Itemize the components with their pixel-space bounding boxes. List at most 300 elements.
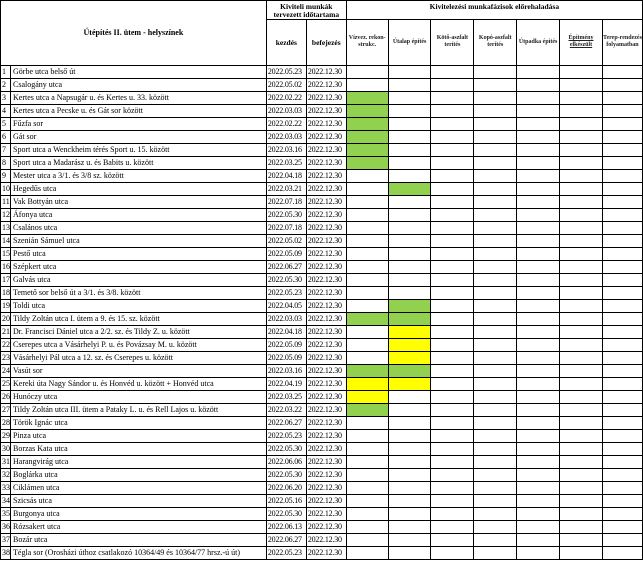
location-cell: Burgonya utca — [11, 507, 267, 520]
phase-status-cell — [560, 338, 603, 351]
row-number: 12 — [1, 208, 11, 221]
phase-status-cell — [602, 468, 642, 481]
row-number: 29 — [1, 429, 11, 442]
phase-status-cell — [560, 390, 603, 403]
phase-status-cell — [388, 195, 431, 208]
table-row — [1, 442, 643, 455]
phase-status-cell — [560, 442, 603, 455]
phase-status-cell — [474, 546, 517, 559]
phase-status-cell — [388, 494, 431, 507]
location-cell: Görbe utca belső út — [11, 65, 267, 78]
phase-status-cell — [346, 364, 388, 377]
table-row — [1, 182, 643, 195]
location-cell: Cserepes utca a Vásárhelyi P. u. és Povázsay M. u. között — [11, 338, 267, 351]
phase-status-cell — [560, 403, 603, 416]
phase-status-cell — [346, 286, 388, 299]
start-date-cell: 2022.05.30 — [266, 507, 306, 520]
table-row — [1, 169, 643, 182]
phase-status-cell — [517, 377, 560, 390]
table-row — [1, 234, 643, 247]
end-date-cell: 2022.12.30 — [306, 182, 346, 195]
start-date-cell: 2022.06.27 — [266, 416, 306, 429]
row-number: 14 — [1, 234, 11, 247]
end-date-cell: 2022.12.30 — [306, 130, 346, 143]
phase-status-cell — [431, 507, 474, 520]
phase-status-cell — [474, 390, 517, 403]
phase-status-cell — [388, 65, 431, 78]
location-cell: Szépkert utca — [11, 260, 267, 273]
phase-status-cell — [388, 208, 431, 221]
phase-status-cell — [560, 130, 603, 143]
phase-status-cell — [560, 546, 603, 559]
location-cell: Boglárka utca — [11, 468, 267, 481]
phase-status-cell — [431, 143, 474, 156]
row-number: 6 — [1, 130, 11, 143]
phase-status-cell — [560, 91, 603, 104]
phase-status-cell — [388, 403, 431, 416]
start-date-cell: 2022.05.30 — [266, 273, 306, 286]
location-cell: Kertes utca a Napsugár u. és Kertes u. 33. között — [11, 91, 267, 104]
table-row — [1, 507, 643, 520]
table-row — [1, 104, 643, 117]
phase-status-cell — [346, 182, 388, 195]
end-date-cell: 2022.12.30 — [306, 156, 346, 169]
row-number: 18 — [1, 286, 11, 299]
phase-status-cell — [431, 481, 474, 494]
location-cell: Pestő utca — [11, 247, 267, 260]
phase-status-cell — [560, 533, 603, 546]
location-cell: Fűzfa sor — [11, 117, 267, 130]
phase-status-cell — [431, 273, 474, 286]
phase-status-cell — [346, 481, 388, 494]
phase-status-cell — [474, 481, 517, 494]
phase-status-cell — [346, 520, 388, 533]
phase-status-cell — [474, 117, 517, 130]
location-cell: Hunóczy utca — [11, 390, 267, 403]
phase-status-cell — [602, 351, 642, 364]
phase-status-cell — [602, 221, 642, 234]
table-row — [1, 273, 643, 286]
phase-status-cell — [431, 234, 474, 247]
phase-status-cell — [431, 416, 474, 429]
phase-status-cell — [346, 299, 388, 312]
table-row — [1, 533, 643, 546]
table-row — [1, 416, 643, 429]
start-date-cell: 2022.06.20 — [266, 481, 306, 494]
phase-status-cell — [388, 143, 431, 156]
phase-status-cell — [431, 494, 474, 507]
phase-status-cell — [388, 481, 431, 494]
end-date-cell: 2022.12.30 — [306, 364, 346, 377]
table-row — [1, 520, 643, 533]
table-row — [1, 247, 643, 260]
phase-status-cell — [388, 286, 431, 299]
end-date-cell: 2022.12.30 — [306, 325, 346, 338]
phase-status-cell — [517, 325, 560, 338]
phase-status-cell — [346, 533, 388, 546]
row-number: 28 — [1, 416, 11, 429]
phase-status-cell — [346, 130, 388, 143]
phase-status-cell — [346, 377, 388, 390]
phase-status-cell — [602, 247, 642, 260]
phase-status-cell — [474, 364, 517, 377]
phase-status-cell — [474, 221, 517, 234]
phase-status-cell — [388, 507, 431, 520]
start-date-cell: 2022.04.05 — [266, 299, 306, 312]
phase-status-cell — [517, 286, 560, 299]
phase-status-cell — [388, 546, 431, 559]
phase-status-cell — [431, 104, 474, 117]
end-date-cell: 2022.12.30 — [306, 299, 346, 312]
start-date-cell: 2022.02.22 — [266, 117, 306, 130]
phase-status-cell — [388, 117, 431, 130]
phase-status-cell — [517, 65, 560, 78]
phase-status-cell — [602, 546, 642, 559]
end-date-cell: 2022.12.30 — [306, 338, 346, 351]
start-date-cell: 2022.06.27 — [266, 533, 306, 546]
phase-status-cell — [517, 338, 560, 351]
phase-status-cell — [517, 104, 560, 117]
end-date-cell: 2022.12.30 — [306, 455, 346, 468]
phase-status-cell — [517, 78, 560, 91]
start-date-cell: 2022.03.03 — [266, 104, 306, 117]
start-date-cell: 2022.04.18 — [266, 325, 306, 338]
phase-status-cell — [602, 338, 642, 351]
phase-status-cell — [602, 143, 642, 156]
start-date-cell: 2022.05.02 — [266, 234, 306, 247]
phase-status-cell — [602, 65, 642, 78]
table-row — [1, 494, 643, 507]
end-date-cell: 2022.12.30 — [306, 416, 346, 429]
table-row — [1, 117, 643, 130]
phase-status-cell — [517, 299, 560, 312]
phase-status-cell — [431, 208, 474, 221]
table-row — [1, 468, 643, 481]
phase-status-cell — [346, 208, 388, 221]
start-date-cell: 2022.03.16 — [266, 364, 306, 377]
row-number: 4 — [1, 104, 11, 117]
phase-status-cell — [517, 429, 560, 442]
start-date-cell: 2022.06.27 — [266, 260, 306, 273]
phase-status-cell — [346, 416, 388, 429]
table-row — [1, 65, 643, 78]
start-date-cell: 2022.05.02 — [266, 78, 306, 91]
phase-status-cell — [517, 91, 560, 104]
phase-status-cell — [517, 260, 560, 273]
phase-status-cell — [517, 364, 560, 377]
end-date-cell: 2022.12.30 — [306, 468, 346, 481]
start-date-cell: 2022.05.09 — [266, 338, 306, 351]
table-row — [1, 156, 643, 169]
phase-status-cell — [602, 494, 642, 507]
phase-status-cell — [474, 182, 517, 195]
phase-status-cell — [431, 65, 474, 78]
row-number: 17 — [1, 273, 11, 286]
phase-status-cell — [517, 143, 560, 156]
location-cell: Vasút sor — [11, 364, 267, 377]
phase-status-cell — [602, 91, 642, 104]
phase-status-cell — [517, 169, 560, 182]
start-date-cell: 2022.03.21 — [266, 182, 306, 195]
phase-status-cell — [388, 429, 431, 442]
phase-status-cell — [474, 338, 517, 351]
row-number: 26 — [1, 390, 11, 403]
location-cell: Mester utca a 3/1. és 3/8 sz. között — [11, 169, 267, 182]
phase-status-cell — [346, 468, 388, 481]
phase-status-cell — [346, 247, 388, 260]
phase-status-cell — [474, 403, 517, 416]
end-date-cell: 2022.12.30 — [306, 429, 346, 442]
phase-status-cell — [474, 273, 517, 286]
phase-status-cell — [517, 520, 560, 533]
end-date-cell: 2022.12.30 — [306, 403, 346, 416]
phase-status-cell — [431, 520, 474, 533]
phase-status-cell — [431, 221, 474, 234]
table-row — [1, 351, 643, 364]
end-date-cell: 2022.12.30 — [306, 533, 346, 546]
row-number: 38 — [1, 546, 11, 559]
end-date-cell: 2022.12.30 — [306, 65, 346, 78]
phase-status-cell — [474, 507, 517, 520]
end-date-cell: 2022.12.30 — [306, 494, 346, 507]
table-row — [1, 260, 643, 273]
phase-status-cell — [346, 78, 388, 91]
phase-status-cell — [560, 520, 603, 533]
phase-status-cell — [346, 351, 388, 364]
phase-status-cell — [560, 429, 603, 442]
phase-status-cell — [388, 273, 431, 286]
phase-status-cell — [474, 78, 517, 91]
table-row — [1, 312, 643, 325]
phase-status-cell — [431, 351, 474, 364]
row-number: 34 — [1, 494, 11, 507]
location-cell: Sport utca a Madarász u. és Babits u. között — [11, 156, 267, 169]
phase-status-cell — [431, 377, 474, 390]
phase-status-cell — [517, 351, 560, 364]
row-number: 25 — [1, 377, 11, 390]
phase-status-cell — [474, 91, 517, 104]
phase-status-cell — [346, 65, 388, 78]
phase-status-cell — [602, 273, 642, 286]
end-date-cell: 2022.12.30 — [306, 520, 346, 533]
end-date-cell: 2022.12.30 — [306, 260, 346, 273]
phase-status-cell — [517, 195, 560, 208]
location-cell: Vak Bottyán utca — [11, 195, 267, 208]
phase-status-cell — [388, 364, 431, 377]
phase-status-cell — [560, 286, 603, 299]
end-date-cell: 2022.12.30 — [306, 286, 346, 299]
phase-status-cell — [388, 468, 431, 481]
start-date-cell: 2022.03.16 — [266, 143, 306, 156]
phase-status-cell — [602, 442, 642, 455]
table-row — [1, 286, 643, 299]
phase-status-cell — [388, 260, 431, 273]
location-cell: Szenián Sámuel utca — [11, 234, 267, 247]
phase-status-cell — [560, 143, 603, 156]
location-cell: Vásárhelyi Pál utca a 12. sz. és Cserepes u. között — [11, 351, 267, 364]
phase-status-cell — [560, 364, 603, 377]
phase-status-cell — [431, 546, 474, 559]
start-date-cell: 2022.03.03 — [266, 130, 306, 143]
start-date-cell: 2022.04.18 — [266, 169, 306, 182]
table-row — [1, 455, 643, 468]
phase-status-cell — [474, 260, 517, 273]
phase-status-cell — [474, 195, 517, 208]
location-cell: Dr. Francisci Dániel utca a 2/2. sz. és Tildy Z. u. között — [11, 325, 267, 338]
row-number: 37 — [1, 533, 11, 546]
end-date-cell: 2022.12.30 — [306, 273, 346, 286]
phase-status-cell — [474, 468, 517, 481]
phase-status-cell — [560, 195, 603, 208]
phase-status-cell — [602, 533, 642, 546]
phase-status-cell — [388, 91, 431, 104]
end-date-cell: 2022.12.30 — [306, 442, 346, 455]
phase-status-cell — [560, 104, 603, 117]
phase-status-cell — [560, 377, 603, 390]
phase-status-cell — [346, 221, 388, 234]
phase-status-cell — [346, 429, 388, 442]
phase-status-cell — [474, 377, 517, 390]
start-date-cell: 2022.03.25 — [266, 156, 306, 169]
table-row — [1, 338, 643, 351]
phase-header-6: Építmény elkészült — [560, 19, 603, 65]
phase-status-cell — [431, 442, 474, 455]
end-date-cell: 2022.12.30 — [306, 91, 346, 104]
location-cell: Borzas Kata utca — [11, 442, 267, 455]
phase-status-cell — [346, 143, 388, 156]
end-date-cell: 2022.12.30 — [306, 143, 346, 156]
row-number: 16 — [1, 260, 11, 273]
row-number: 9 — [1, 169, 11, 182]
phase-status-cell — [517, 312, 560, 325]
phase-status-cell — [517, 455, 560, 468]
phase-status-cell — [474, 234, 517, 247]
location-cell: Bozár utca — [11, 533, 267, 546]
phase-status-cell — [560, 481, 603, 494]
phase-status-cell — [560, 455, 603, 468]
phase-status-cell — [602, 481, 642, 494]
phase-status-cell — [474, 312, 517, 325]
start-date-cell: 2022.05.30 — [266, 468, 306, 481]
row-number: 27 — [1, 403, 11, 416]
phase-status-cell — [560, 416, 603, 429]
phase-status-cell — [517, 416, 560, 429]
table-row — [1, 221, 643, 234]
end-date-cell: 2022.12.30 — [306, 78, 346, 91]
phase-status-cell — [431, 247, 474, 260]
location-cell: Toldi utca — [11, 299, 267, 312]
location-cell: Rózsakert utca — [11, 520, 267, 533]
phase-status-cell — [474, 65, 517, 78]
phase-status-cell — [517, 507, 560, 520]
phase-header-1: Vízvez. rekon-strukc. — [346, 19, 388, 65]
phase-status-cell — [560, 507, 603, 520]
location-cell: Tildy Zoltán utca III. ütem a Pataky L. u. és Rell Lajos u. között — [11, 403, 267, 416]
phase-status-cell — [560, 325, 603, 338]
phase-status-cell — [517, 221, 560, 234]
phase-status-cell — [346, 494, 388, 507]
phase-status-cell — [517, 403, 560, 416]
phase-status-cell — [517, 390, 560, 403]
table-row — [1, 481, 643, 494]
table-row — [1, 130, 643, 143]
location-cell: Pinza utca — [11, 429, 267, 442]
phase-status-cell — [517, 247, 560, 260]
phase-status-cell — [560, 208, 603, 221]
phase-status-cell — [431, 325, 474, 338]
phase-status-cell — [474, 208, 517, 221]
phase-status-cell — [388, 182, 431, 195]
phase-header-7: Terep-rendezés folyamatban — [602, 19, 642, 65]
location-cell: Tildy Zoltán utca I. ütem a 9. és 15. sz. között — [11, 312, 267, 325]
end-date-cell: 2022.12.30 — [306, 351, 346, 364]
end-date-cell: 2022.12.30 — [306, 546, 346, 559]
row-number: 33 — [1, 481, 11, 494]
phase-status-cell — [560, 221, 603, 234]
phase-status-cell — [560, 494, 603, 507]
location-cell: Gát sor — [11, 130, 267, 143]
start-date-cell: 2022.03.25 — [266, 390, 306, 403]
start-date-cell: 2022.05.09 — [266, 351, 306, 364]
end-date-cell: 2022.12.30 — [306, 169, 346, 182]
end-date-cell: 2022.12.30 — [306, 117, 346, 130]
row-number: 2 — [1, 78, 11, 91]
phase-status-cell — [346, 156, 388, 169]
phase-status-cell — [602, 299, 642, 312]
phase-status-cell — [560, 65, 603, 78]
phase-status-cell — [517, 494, 560, 507]
end-date-cell: 2022.12.30 — [306, 247, 346, 260]
phase-status-cell — [388, 156, 431, 169]
row-number: 15 — [1, 247, 11, 260]
phase-status-cell — [517, 468, 560, 481]
phase-status-cell — [431, 364, 474, 377]
start-date-cell: 2022.05.30 — [266, 208, 306, 221]
end-date-cell: 2022.12.30 — [306, 221, 346, 234]
phase-status-cell — [431, 195, 474, 208]
location-cell: Áfonya utca — [11, 208, 267, 221]
phase-status-cell — [602, 286, 642, 299]
phase-status-cell — [602, 377, 642, 390]
phase-header-4: Kopó-aszfalt terítés — [474, 19, 517, 65]
phase-status-cell — [388, 299, 431, 312]
phase-status-cell — [346, 104, 388, 117]
phase-status-cell — [560, 312, 603, 325]
row-number: 3 — [1, 91, 11, 104]
phase-status-cell — [388, 169, 431, 182]
table-row — [1, 91, 643, 104]
phase-status-cell — [602, 520, 642, 533]
works-period-header: Kiviteli munkák tervezett időtartama — [266, 1, 346, 20]
start-date-cell: 2022.06.13 — [266, 520, 306, 533]
end-date-cell: 2022.12.30 — [306, 208, 346, 221]
phase-status-cell — [474, 442, 517, 455]
phase-status-cell — [431, 312, 474, 325]
phase-status-cell — [388, 78, 431, 91]
phase-status-cell — [474, 104, 517, 117]
phase-status-cell — [388, 221, 431, 234]
phase-status-cell — [474, 247, 517, 260]
phase-status-cell — [346, 507, 388, 520]
phase-status-cell — [388, 455, 431, 468]
location-cell: Harangvirág utca — [11, 455, 267, 468]
phase-status-cell — [602, 169, 642, 182]
table-row — [1, 143, 643, 156]
end-date-cell: 2022.12.30 — [306, 390, 346, 403]
start-date-cell: 2022.06.06 — [266, 455, 306, 468]
phase-status-cell — [346, 325, 388, 338]
phase-status-cell — [517, 533, 560, 546]
